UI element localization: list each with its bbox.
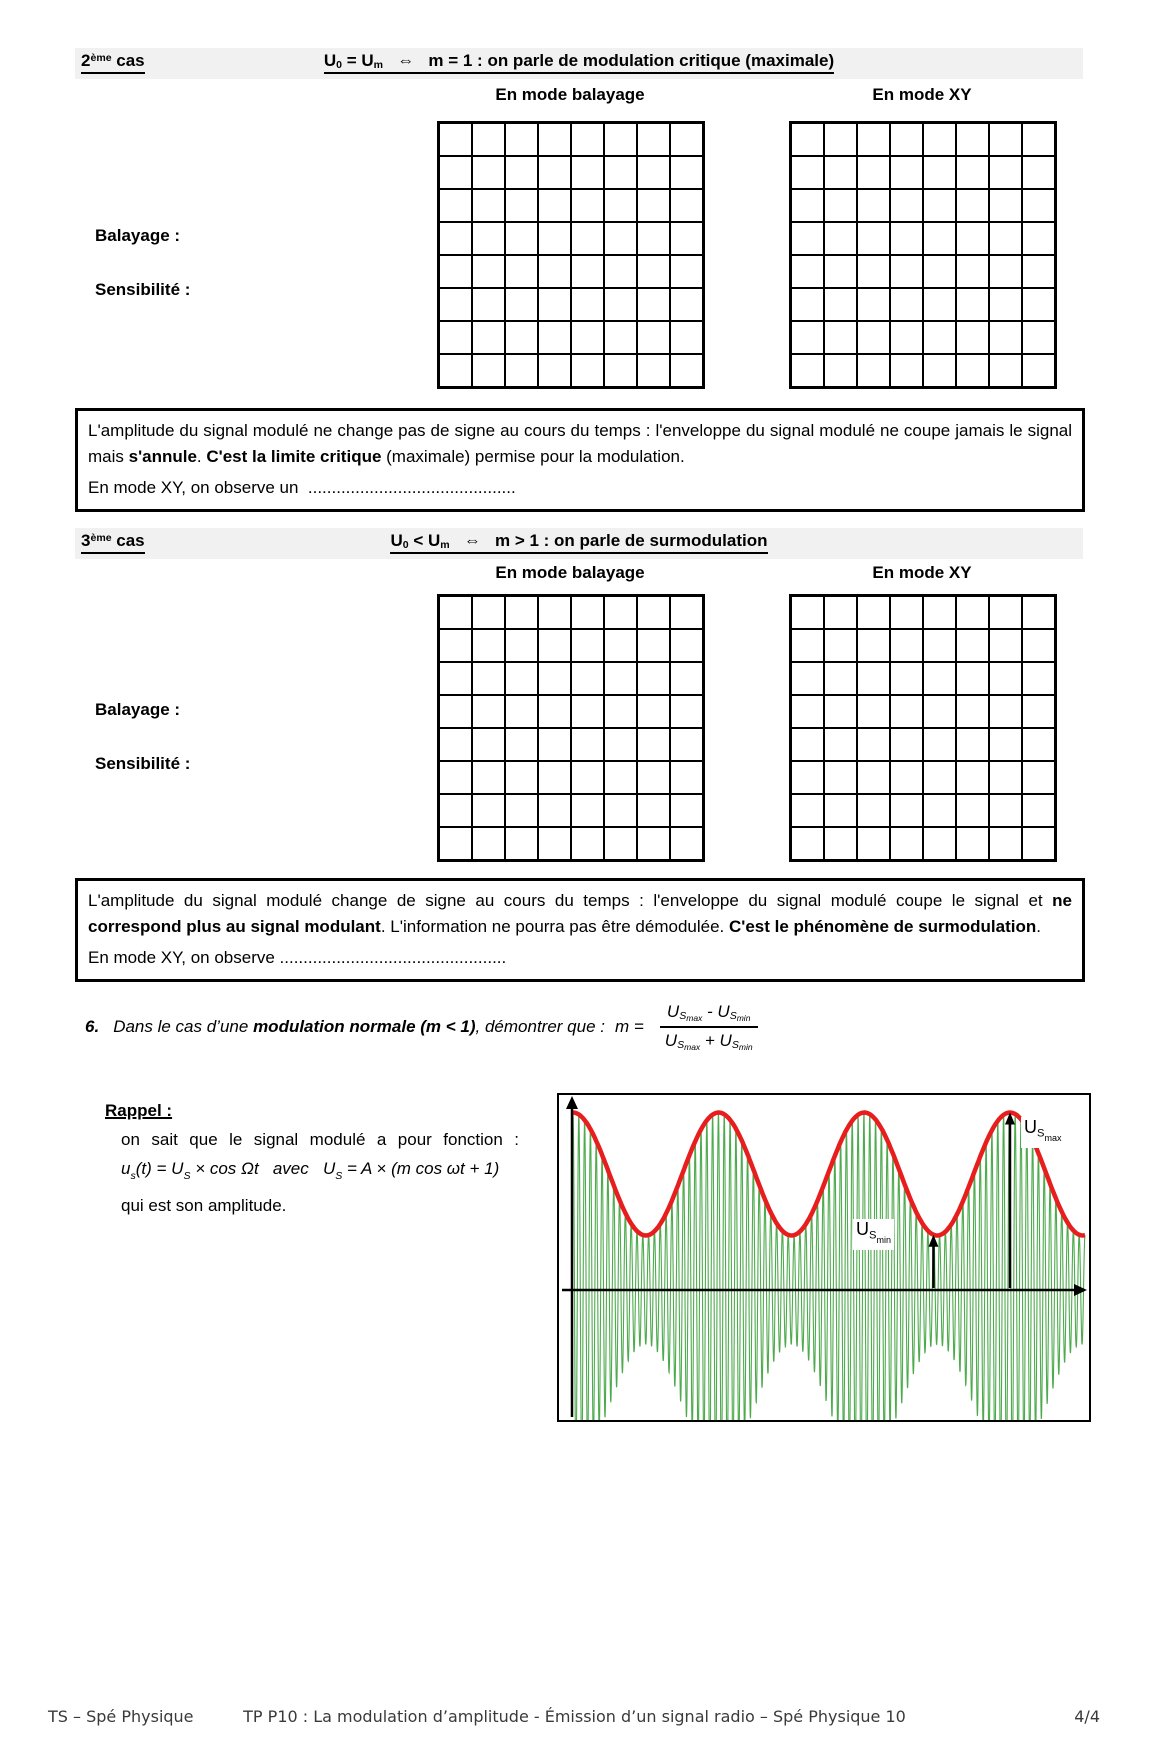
question-6-number: 6. bbox=[85, 1017, 100, 1036]
balayage-label-2: Balayage : bbox=[95, 700, 181, 719]
oscilloscope-grid-balayage-cas3 bbox=[437, 594, 705, 862]
case-2-title: U0 = Um ⇔ m = 1 : on parle de modulation critique (maximale) bbox=[75, 51, 1083, 74]
question-6 bbox=[85, 1002, 758, 1052]
sensibilite-label-2: Sensibilité : bbox=[95, 754, 191, 773]
column-header-xy-1: En mode XY bbox=[872, 85, 972, 104]
result-box-cas2-text: L'amplitude du signal modulé ne change pas de signe au cours du temps : l'enveloppe du signal modulé ne coupe jamais le signal mais s'annule. C'est la limite critique (maximale) permise pour la modulation. bbox=[88, 421, 1072, 466]
oscilloscope-grid-xy-cas2 bbox=[789, 121, 1057, 389]
case-2-header-bar bbox=[75, 48, 1083, 79]
rappel-formula: $u_s(t) = U_S \times \cos \Omega t$ avec $U_S = A \times (m$ cos ωt + 1) bbox=[121, 1159, 500, 1183]
am-signal-figure bbox=[557, 1093, 1091, 1422]
balayage-label-1: Balayage : bbox=[95, 226, 181, 245]
usmax-annotation-label: $US_{max}$ bbox=[1021, 1117, 1064, 1148]
dotted-blank-cas3: En mode XY, on observe ................................................ bbox=[88, 948, 507, 967]
rappel-line3: qui est son amplitude. bbox=[121, 1196, 287, 1216]
m-equals: m = bbox=[614, 1017, 644, 1036]
case-3-header-bar bbox=[75, 528, 1083, 559]
case-3-label: 3ème cas bbox=[81, 531, 145, 554]
dotted-blank-cas2: En mode XY, on observe un ............................................ bbox=[88, 478, 516, 497]
usmin-annotation-label: $US_{min}$ bbox=[853, 1219, 894, 1250]
result-box-cas3 bbox=[75, 878, 1085, 982]
oscilloscope-grid-balayage-cas2 bbox=[437, 121, 705, 389]
column-header-xy-2: En mode XY bbox=[872, 563, 972, 582]
footer-left: TS – Spé Physique bbox=[48, 1707, 194, 1726]
sensibilite-label-1: Sensibilité : bbox=[95, 280, 191, 299]
modulation-index-formula bbox=[660, 1002, 758, 1052]
footer-right: 4/4 bbox=[1074, 1707, 1100, 1726]
rappel-block bbox=[105, 1096, 519, 1220]
rappel-heading: Rappel : bbox=[105, 1101, 173, 1120]
oscilloscope-grid-xy-cas3 bbox=[789, 594, 1057, 862]
column-header-balayage-1: En mode balayage bbox=[495, 85, 645, 104]
case-2-label: 2ème cas bbox=[81, 51, 145, 74]
result-box-cas3-text: L'amplitude du signal modulé change de signe au cours du temps : l'enveloppe du signal modulé coupe le signal et ne correspond plus au signal modulant. L'information ne pourra pas être démodulée. C'est le phénomène de surmodulation. bbox=[88, 891, 1072, 936]
question-6-prompt: Dans le cas d’une modulation normale (m < 1), démontrer que : bbox=[113, 1017, 605, 1036]
footer-center: TP P10 : La modulation d’amplitude - Émission d’un signal radio – Spé Physique 10 bbox=[243, 1707, 906, 1726]
case-3-title: U0 < Um ⇔ m > 1 : on parle de surmodulation bbox=[75, 531, 1083, 554]
am-chart-svg bbox=[559, 1095, 1089, 1420]
fraction-denominator: $US_{max} + US_{min}$ bbox=[664, 1031, 753, 1052]
rappel-line1: on sait que le signal modulé a pour fonction : bbox=[121, 1130, 519, 1149]
column-header-balayage-2: En mode balayage bbox=[495, 563, 645, 582]
result-box-cas2 bbox=[75, 408, 1085, 512]
fraction-numerator: $US_{max} - US_{min}$ bbox=[660, 1002, 758, 1028]
